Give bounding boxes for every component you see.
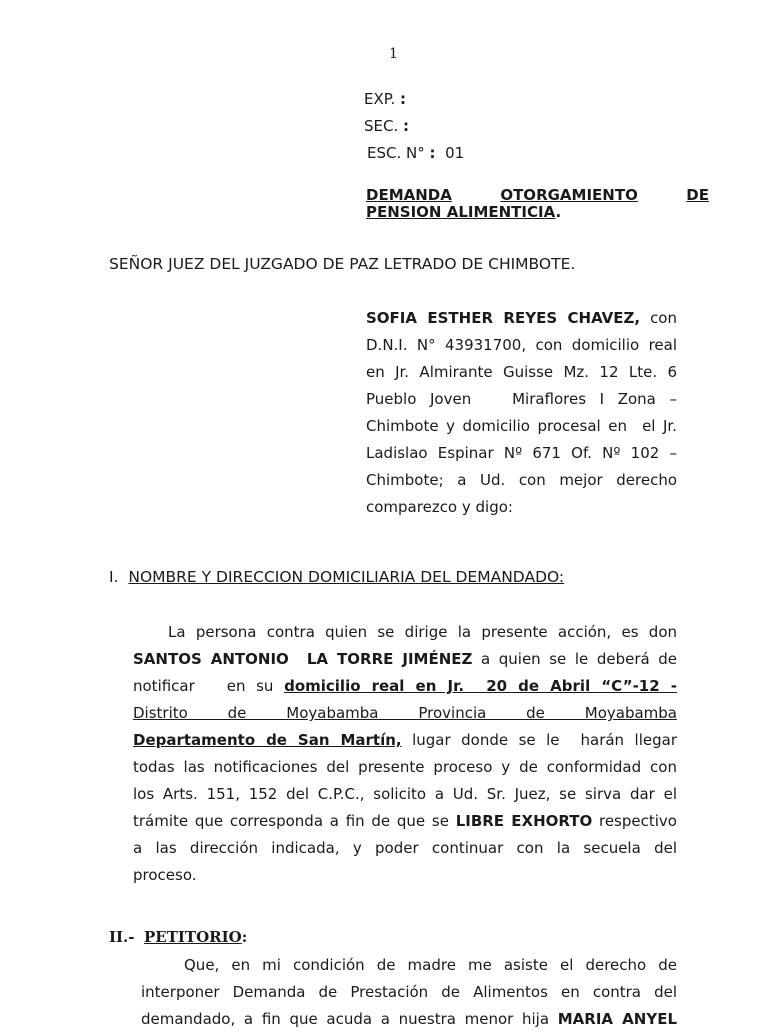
body-line: todas las notificaciones del presente proceso y de conformidad con — [133, 758, 677, 776]
intro-line: SOFIA ESTHER REYES CHAVEZ, con — [366, 309, 677, 327]
intro-line: Ladislao Espinar Nº 671 Of. Nº 102 – — [366, 444, 677, 462]
libre-exhorto: LIBRE EXHORTO — [455, 812, 593, 830]
section-2-heading: II.- PETITORIO: — [109, 928, 248, 946]
esc-colon: : — [429, 144, 436, 162]
sec-line — [364, 117, 409, 135]
intro-line: Chimbote y domicilio procesal en el Jr. — [366, 417, 677, 435]
esc-value: 01 — [445, 144, 465, 162]
defendant-address: domicilio real en Jr. 20 de Abril “C”-12 - — [284, 677, 678, 695]
section-1-number: I. — [109, 568, 119, 586]
body-line: Departamento de San Martín, lugar donde se le harán llegar — [133, 731, 677, 749]
intro-paragraph — [366, 305, 677, 521]
body-line — [133, 700, 677, 727]
defendant-name: SANTOS ANTONIO LA TORRE JIMÉNEZ — [133, 650, 473, 668]
subject-word: DEMANDA — [366, 186, 452, 204]
defendant-department: Departamento de San Martín, — [133, 731, 402, 749]
subject-word: DE — [686, 186, 709, 204]
sec-label: SEC. — [364, 117, 399, 135]
intro-line: en Jr. Almirante Guisse Mz. 12 Lte. 6 — [366, 363, 677, 381]
judge-address-text: SEÑOR JUEZ DEL JUZGADO DE PAZ LETRADO DE CHIMBOTE — [109, 255, 571, 273]
body-line: proceso. — [133, 866, 197, 884]
subject-line-1 — [366, 187, 709, 204]
section-2-body — [141, 952, 677, 1033]
body-line: SANTOS ANTONIO LA TORRE JIMÉNEZ a quien se le deberá de — [133, 650, 677, 668]
document-subject — [366, 187, 709, 221]
exp-colon: : — [400, 90, 407, 108]
intro-line: D.N.I. N° 43931700, con domicilio real — [366, 336, 677, 354]
section-2-title: PETITORIO — [144, 928, 242, 946]
body-line: Que, en mi condición de madre me asiste el derecho de — [184, 956, 677, 974]
section-1-heading — [109, 568, 564, 586]
body-line: trámite que corresponda a fin de que se LIBRE EXHORTO respectivo — [133, 812, 677, 830]
section-1-body — [133, 619, 677, 889]
intro-line: Pueblo Joven Miraflores I Zona – — [366, 390, 677, 408]
intro-line: comparezco y digo: — [366, 498, 513, 516]
body-line: los Arts. 151, 152 del C.P.C., solicito a Ud. Sr. Juez, se sirva dar el — [133, 785, 677, 803]
body-line: demandado, a fin que acuda a nuestra menor hija MARIA ANYEL — [141, 1010, 677, 1028]
exp-label: EXP. — [364, 90, 396, 108]
esc-line — [367, 144, 464, 162]
section-1-title: NOMBRE Y DIRECCION DOMICILIARIA DEL DEMANDADO: — [128, 568, 565, 586]
sec-colon: : — [403, 117, 410, 135]
body-line: interponer Demanda de Prestación de Alimentos en contra del — [141, 983, 677, 1001]
body-line: La persona contra quien se dirige la presente acción, es don — [168, 623, 677, 641]
intro-line: Chimbote; a Ud. con mejor derecho — [366, 471, 677, 489]
section-2-number: II.- — [109, 928, 135, 946]
plaintiff-name: SOFIA ESTHER REYES CHAVEZ, — [366, 309, 641, 327]
page-number: 1 — [389, 46, 398, 62]
exp-line — [364, 90, 406, 108]
subject-line-2: PENSION ALIMENTICIA. — [366, 203, 562, 221]
esc-label: ESC. N° — [367, 144, 425, 162]
body-line: a las dirección indicada, y poder continuar con la secuela del — [133, 839, 677, 857]
minor-name: MARIA ANYEL — [557, 1010, 677, 1028]
judge-address: SEÑOR JUEZ DEL JUZGADO DE PAZ LETRADO DE CHIMBOTE. — [109, 255, 576, 273]
defendant-district: Distrito de Moyabamba Provincia de Moyabamba — [133, 704, 677, 722]
body-line: notificar en su domicilio real en Jr. 20 de Abril “C”-12 - — [133, 677, 678, 695]
subject-word: OTORGAMIENTO — [500, 186, 638, 204]
